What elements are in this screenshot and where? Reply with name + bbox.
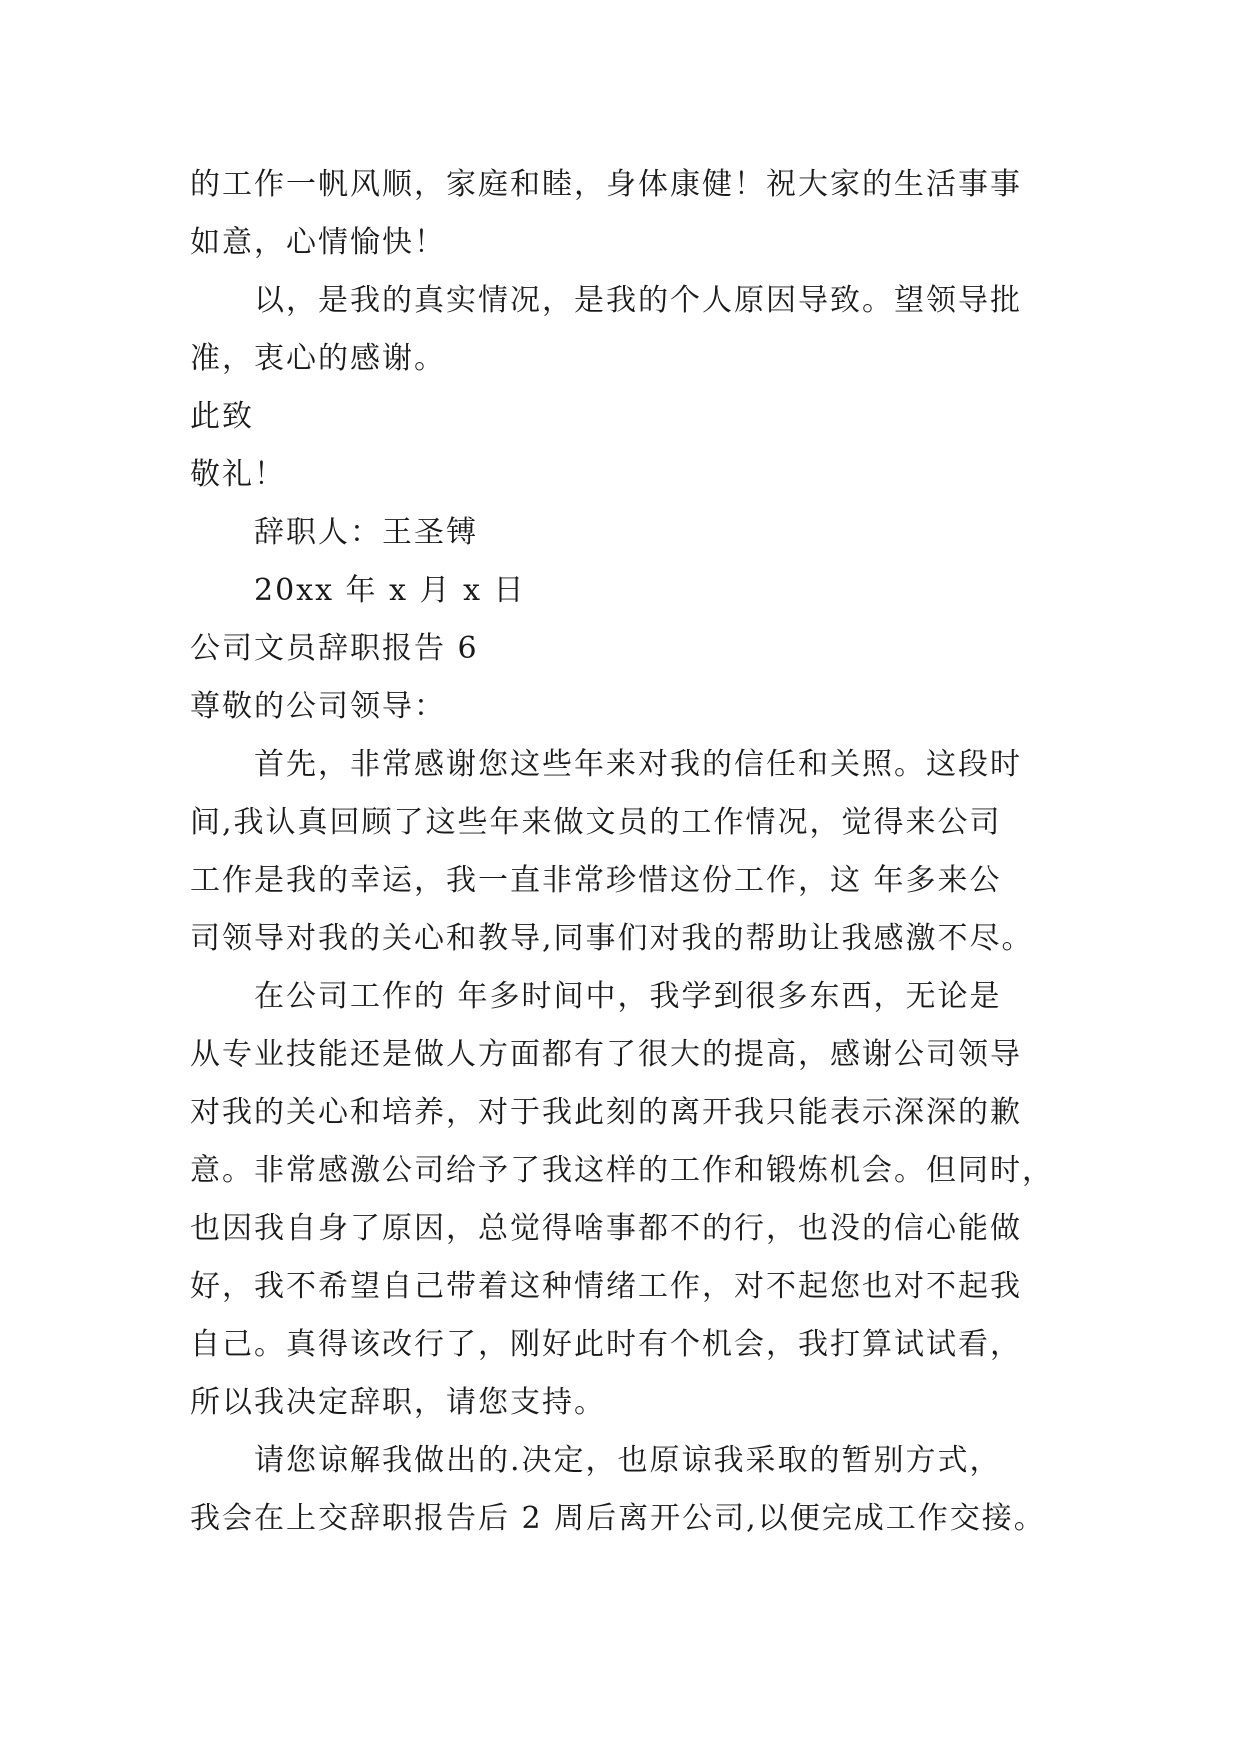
closing-salutation: 此致 <box>190 399 254 434</box>
text-line: 意。非常感激公司给予了我这样的工作和锻炼机会。但同时， <box>190 1153 1054 1188</box>
text-line: 好，我不希望自己带着这种情绪工作，对不起您也对不起我 <box>190 1269 1022 1304</box>
date: 20xx 年 x 月 x 日 <box>254 573 526 608</box>
text-line: 所以我决定辞职，请您支持。 <box>190 1385 606 1420</box>
text-line: 如意，心情愉快！ <box>190 225 446 260</box>
letter-body <box>190 156 1054 1548</box>
text-line: 首先，非常感谢您这些年来对我的信任和关照。这段时 <box>254 747 1022 782</box>
text-line: 对我的关心和培养，对于我此刻的离开我只能表示深深的歉 <box>190 1095 1022 1130</box>
text-line: 在公司工作的 年多时间中，我学到很多东西，无论是 <box>254 979 1002 1014</box>
text-line: 也因我自身了原因，总觉得啥事都不的行，也没的信心能做 <box>190 1211 1022 1246</box>
text-line: 间,我认真回顾了这些年来做文员的工作情况，觉得来公司 <box>190 805 1002 840</box>
text-line: 自己。真得该改行了，刚好此时有个机会，我打算试试看， <box>190 1327 1022 1362</box>
text-line: 司领导对我的关心和教导,同事们对我的帮助让我感激不尽。 <box>190 921 1034 956</box>
text-line: 请您谅解我做出的.决定，也原谅我采取的暂别方式， <box>254 1443 1002 1478</box>
text-line: 准，衷心的感谢。 <box>190 341 446 376</box>
section-title: 公司文员辞职报告 6 <box>190 631 479 666</box>
text-line: 以，是我的真实情况，是我的个人原因导致。望领导批 <box>254 283 1022 318</box>
text-line: 从专业技能还是做人方面都有了很大的提高，感谢公司领导 <box>190 1037 1022 1072</box>
text-line: 我会在上交辞职报告后 2 周后离开公司,以便完成工作交接。 <box>190 1501 1046 1536</box>
greeting: 尊敬的公司领导： <box>190 689 446 724</box>
text-line: 的工作一帆风顺，家庭和睦，身体康健！祝大家的生活事事 <box>190 167 1022 202</box>
signature: 辞职人：王圣镈 <box>254 515 478 550</box>
text-line: 工作是我的幸运，我一直非常珍惜这份工作，这 年多来公 <box>190 863 1002 898</box>
closing-regards: 敬礼！ <box>190 457 286 492</box>
